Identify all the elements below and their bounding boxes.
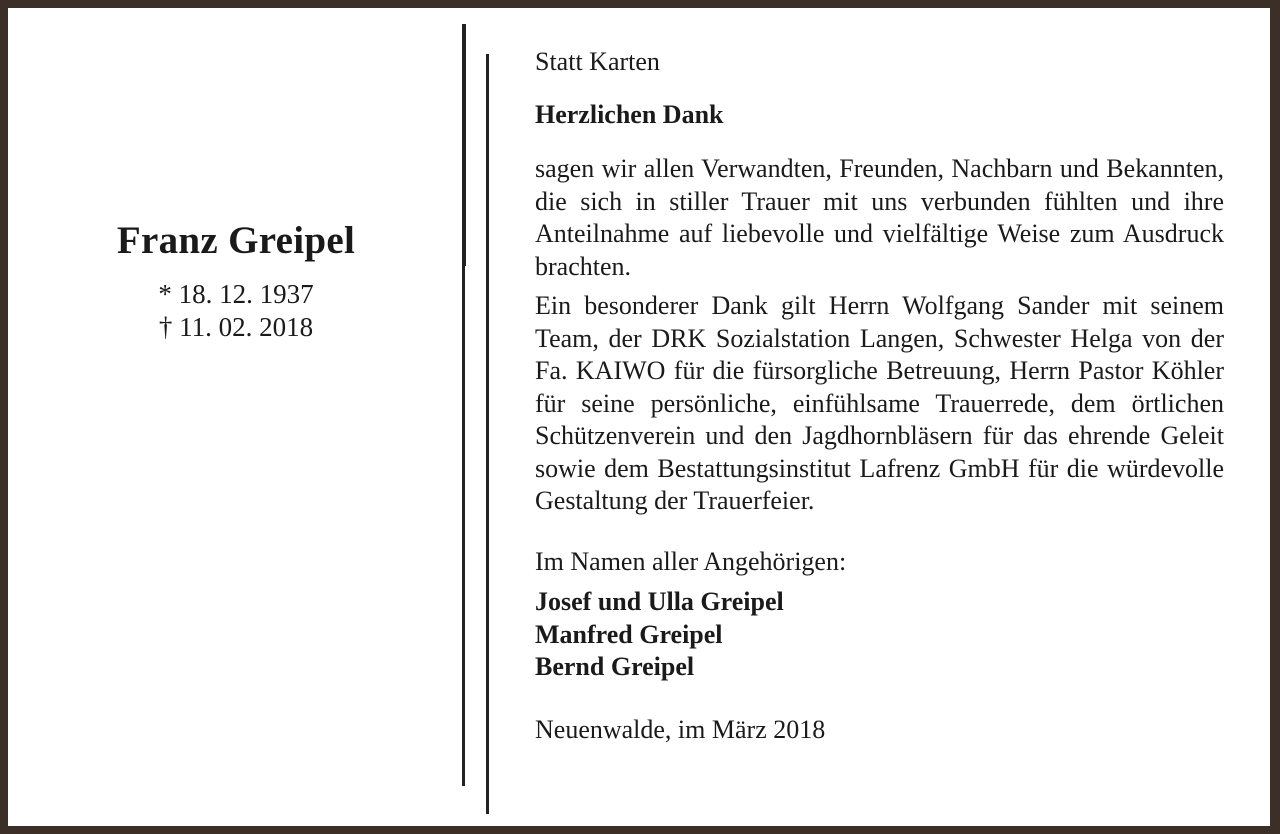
thanks-paragraph-1: sagen wir allen Verwandten, Freunden, Nachbarn und Bekannten, die sich in stiller Trauer mit uns verbunden fühlten und ihre Anteilnahme auf liebevolle und vielfältige Weise zum Ausdruck brachten. — [535, 154, 1224, 281]
death-date: † 11. 02. 2018 — [158, 312, 314, 342]
divider-line-left — [462, 266, 465, 786]
divider-line-thick — [462, 24, 466, 266]
signatory-1: Josef und Ulla Greipel — [535, 587, 784, 616]
thanks-block — [535, 46, 1224, 746]
deceased-name: Franz Greipel — [116, 219, 356, 262]
divider-line-right — [486, 54, 489, 814]
place-date: Neuenwalde, im März 2018 — [535, 714, 826, 744]
obituary-card — [8, 8, 1270, 826]
signatory-2: Manfred Greipel — [535, 619, 723, 649]
birth-date: * 18. 12. 1937 — [158, 279, 314, 309]
thanks-paragraph-2: Ein besonderer Dank gilt Herrn Wolfgang Sander mit seinem Team, der DRK Sozialstation Langen, Schwester Helga von der Fa. KAIWO für die fürsorgliche Betreuung, Herrn Pastor Köhler für seine persönliche, einfühlsame Trauerrede, dem örtlichen Schützenverein und den Jagdhornbläsern für das ehrende Geleit sowie dem Bestattungsinstitut Lafrenz GmbH für die würdevolle Gestaltung der Trauerfeier. — [535, 291, 1224, 515]
signatory-3: Bernd Greipel — [535, 652, 695, 681]
deceased-block — [8, 218, 464, 344]
thanks-heading: Herzlichen Dank — [535, 99, 724, 129]
on-behalf-text: Im Namen aller Angehörigen: — [535, 546, 847, 576]
statt-karten-text: Statt Karten — [535, 47, 660, 76]
